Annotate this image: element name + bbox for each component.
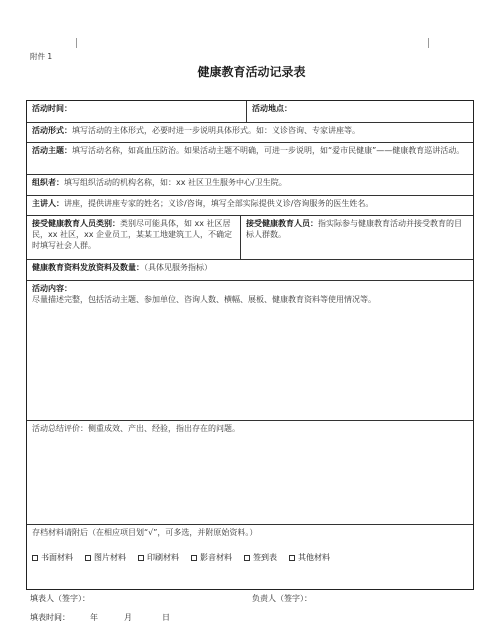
checkbox-label: 书面材料 [41, 552, 73, 562]
activity-content-label: 活动内容： [32, 284, 72, 293]
audience-row [27, 216, 473, 260]
crop-mark-right [428, 38, 429, 48]
checkbox-other-material[interactable] [289, 553, 330, 564]
filler-signature-label[interactable]: 填表人（签字）： [30, 594, 90, 603]
organizer-text: 填写组织活动的机构名称，如：xx 社区卫生服务中心/卫生院。 [64, 178, 287, 187]
materials-row[interactable] [27, 260, 473, 281]
organizer-row[interactable] [27, 175, 473, 196]
activity-place-cell[interactable] [247, 101, 473, 122]
checkbox-label: 签到表 [253, 552, 277, 562]
checkbox-printed-material[interactable] [138, 553, 179, 564]
year-label[interactable]: 年 [90, 612, 98, 622]
activity-form-label: 活动形式： [32, 126, 72, 135]
checkbox-box[interactable] [289, 555, 295, 561]
materials-text: （具体见服务指标） [144, 263, 212, 272]
audience-count-cell[interactable] [241, 216, 473, 259]
archive-materials-text: 存档材料请附后（在相应项目划“√”，可多选，并附原始资料。） [32, 528, 258, 537]
checkbox-image-material[interactable] [85, 553, 126, 564]
crop-mark-left [76, 38, 77, 48]
signature-footer [30, 594, 470, 632]
checkbox-label: 图片材料 [94, 552, 126, 562]
activity-theme-text: 填写活动名称，如高血压防治。如果活动主题不明确，可进一步说明，如“爱市民健康”——健康教育巡讲活动。 [72, 146, 465, 155]
activity-content-row[interactable] [27, 281, 473, 421]
archive-materials-row [27, 525, 473, 589]
activity-summary-row[interactable] [27, 421, 473, 525]
checkbox-box[interactable] [138, 555, 144, 561]
audience-category-text: 类别尽可能具体，如 xx 社区居民，xx 社区，xx 企业员工，某某工地建筑工人，不确定时填写社会人群。 [32, 219, 233, 250]
responsible-signature-label[interactable]: 负责人（签字）： [252, 594, 312, 603]
checkbox-label: 影音材料 [200, 552, 232, 562]
page-title: 健康教育活动记录表 [197, 65, 306, 79]
audience-count-text: 指实际参与健康教育活动并接受教育的目标人群数。 [246, 219, 462, 239]
checkbox-av-material[interactable] [191, 553, 232, 564]
activity-theme-label: 活动主题： [32, 146, 72, 155]
speaker-label: 主讲人： [32, 199, 64, 208]
activity-record-form [26, 100, 474, 590]
activity-time-label: 活动时间： [32, 104, 72, 113]
checkbox-label: 其他材料 [298, 552, 330, 562]
speaker-text: 讲座，提供讲座专家的姓名；义诊/咨询，填写全部实际提供义诊/咨询服务的医生姓名。 [64, 199, 374, 208]
audience-category-label: 接受健康教育人员类别： [32, 219, 120, 228]
activity-form-text: 填写活动的主体形式，必要时进一步说明具体形式。如：义诊咨询、专家讲座等。 [72, 126, 360, 135]
activity-time-cell[interactable] [27, 101, 247, 122]
material-checkbox-group [32, 553, 468, 564]
audience-count-label: 接受健康教育人员： [246, 219, 318, 228]
checkbox-label: 印刷材料 [147, 552, 179, 562]
audience-category-cell[interactable] [27, 216, 241, 259]
activity-form-row[interactable] [27, 123, 473, 143]
checkbox-box[interactable] [244, 555, 250, 561]
activity-summary-text: 活动总结评价：侧重成效、产出、经验，指出存在的问题。 [32, 424, 240, 433]
checkbox-written-material[interactable] [32, 553, 73, 564]
checkbox-box[interactable] [32, 555, 38, 561]
activity-place-label: 活动地点： [252, 104, 292, 113]
activity-theme-row[interactable] [27, 143, 473, 175]
materials-label: 健康教育资料发放资料及数量： [32, 263, 144, 272]
checkbox-sign-in-sheet[interactable] [244, 553, 277, 564]
organizer-label: 组织者： [32, 178, 64, 187]
checkbox-box[interactable] [191, 555, 197, 561]
fill-time-label: 填表时间： [30, 612, 70, 622]
speaker-row[interactable] [27, 196, 473, 216]
attachment-label: 附件 1 [30, 52, 53, 61]
day-label[interactable]: 日 [162, 612, 170, 622]
time-place-row [27, 101, 473, 123]
checkbox-box[interactable] [85, 555, 91, 561]
month-label[interactable]: 月 [124, 612, 132, 622]
activity-content-text: 尽量描述完整，包括活动主题、参加单位、咨询人数、横幅、展板、健康教育资料等使用情况等。 [32, 294, 376, 304]
